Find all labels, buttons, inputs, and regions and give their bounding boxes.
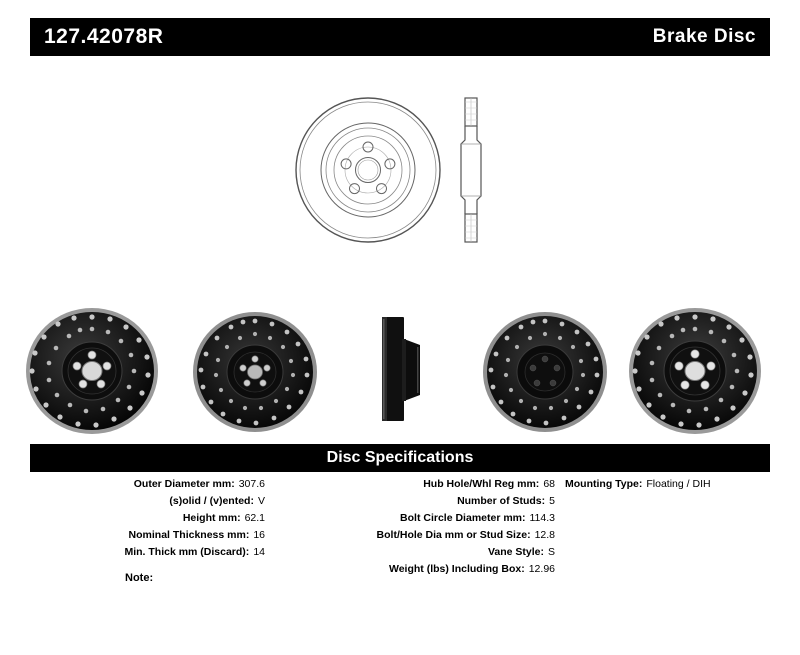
spec-row	[30, 529, 265, 542]
spec-row	[265, 512, 555, 525]
spec-row	[30, 546, 265, 559]
bottom-photo-row	[0, 305, 800, 445]
drawings-area	[0, 60, 800, 440]
spec-column-left	[30, 478, 265, 580]
product-type: Brake Disc	[652, 26, 756, 47]
spec-label: Mounting Type:	[565, 478, 643, 490]
note-field	[125, 572, 153, 584]
spec-value: V	[257, 495, 265, 507]
spec-value: 14	[253, 546, 265, 558]
spec-label: Bolt/Hole Dia mm or Stud Size:	[376, 529, 531, 541]
spec-value: 12.96	[528, 563, 555, 575]
rotor-photo-view-1	[22, 305, 162, 437]
spec-value: 16	[253, 529, 265, 541]
spec-label: Height mm:	[182, 512, 241, 524]
spec-row	[555, 478, 770, 491]
spec-row	[30, 512, 265, 525]
rotor-photo-view-2	[190, 309, 320, 435]
spec-row	[265, 529, 555, 542]
document-header	[30, 18, 770, 56]
spec-value: 307.6	[238, 478, 265, 490]
spec-column-right	[555, 478, 770, 580]
disc-specifications-bar	[30, 444, 770, 472]
spec-row	[265, 563, 555, 576]
rotor-front-line-drawing	[288, 88, 448, 253]
spec-value: 62.1	[244, 512, 265, 524]
top-drawing-row	[0, 88, 800, 278]
spec-value: Floating / DIH	[646, 478, 711, 490]
rotor-photo-view-5	[625, 305, 765, 437]
spec-label: Nominal Thickness mm:	[128, 529, 250, 541]
spec-label: Vane Style:	[487, 546, 544, 558]
spec-columns	[30, 478, 770, 580]
rotor-photo-view-3-edge	[368, 317, 430, 425]
spec-label: Number of Studs:	[457, 495, 546, 507]
spec-label: Min. Thick mm (Discard):	[124, 546, 250, 558]
note-label: Note:	[125, 572, 154, 584]
spec-row	[265, 546, 555, 559]
spec-value: 5	[549, 495, 555, 507]
spec-value: 114.3	[529, 512, 555, 524]
spec-row	[30, 478, 265, 491]
spec-value: S	[547, 546, 555, 558]
spec-label: Hub Hole/Whl Reg mm:	[423, 478, 540, 490]
spec-row	[30, 495, 265, 508]
spec-label: Outer Diameter mm:	[133, 478, 235, 490]
spec-label: (s)olid / (v)ented:	[169, 495, 254, 507]
spec-row	[265, 478, 555, 491]
part-number: 127.42078R	[44, 25, 164, 48]
spec-value: 68	[543, 478, 555, 490]
spec-row	[265, 495, 555, 508]
spec-label: Weight (lbs) Including Box:	[389, 563, 525, 575]
rotor-photo-view-4	[480, 309, 610, 435]
spec-value: 12.8	[534, 529, 555, 541]
rotor-edge-line-drawing	[455, 88, 515, 253]
spec-column-middle	[265, 478, 555, 580]
spec-title: Disc Specifications	[326, 449, 474, 466]
spec-label: Bolt Circle Diameter mm:	[400, 512, 526, 524]
